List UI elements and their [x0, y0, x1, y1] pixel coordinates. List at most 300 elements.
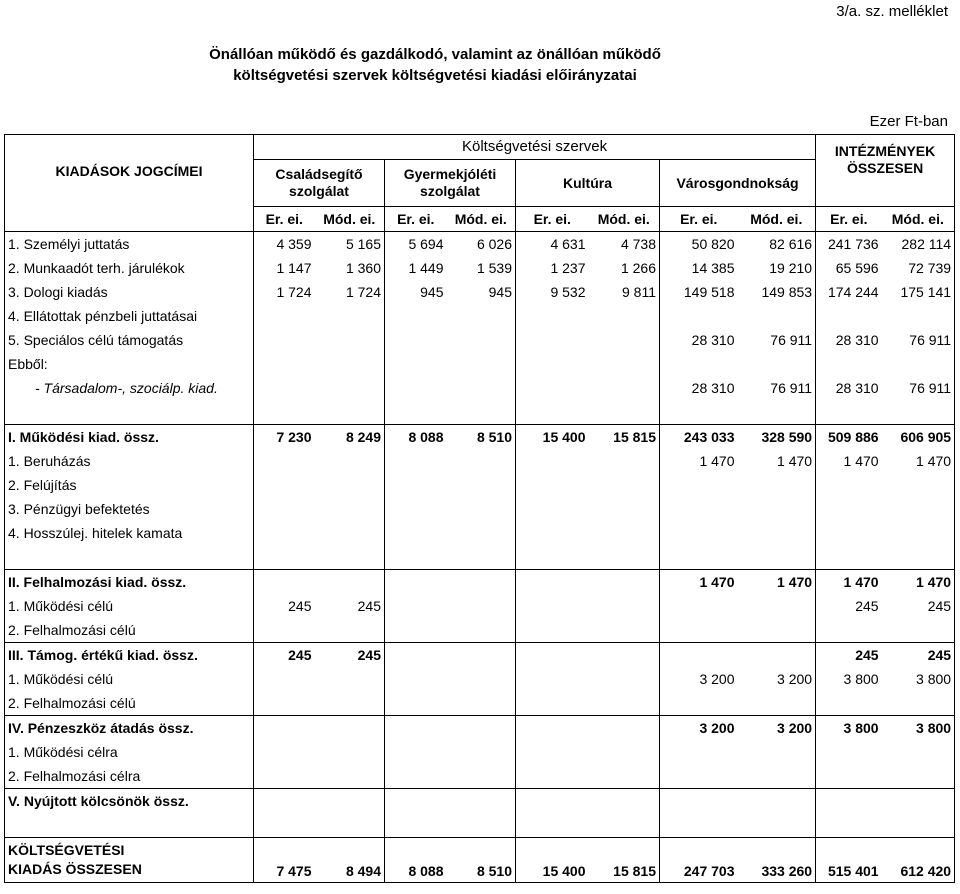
value-cell: 15 815 — [589, 425, 660, 450]
row-label: 1. Beruházás — [5, 449, 254, 473]
value-cell — [660, 789, 738, 814]
row-label: IV. Pénzeszköz átadás össz. — [5, 716, 254, 741]
value-cell — [254, 545, 315, 570]
value-cell — [385, 691, 447, 716]
value-cell — [589, 764, 660, 789]
total-cell: 515 401 — [816, 838, 882, 883]
row-label: 3. Pénzügyi befektetés — [5, 497, 254, 521]
value-cell: 28 310 — [835, 332, 879, 348]
value-cell — [660, 400, 738, 425]
value-cell — [816, 521, 882, 545]
table-row — [5, 400, 955, 425]
value-cell — [254, 449, 315, 473]
row-label — [5, 400, 254, 425]
expenditure-table — [4, 134, 955, 883]
value-cell — [660, 473, 738, 497]
value-cell: 1 470 — [738, 449, 816, 473]
table-row — [5, 425, 955, 450]
value-cell: 6 026 — [447, 232, 516, 257]
value-cell — [816, 740, 882, 764]
value-cell: 1 470 — [882, 449, 955, 473]
value-cell — [447, 473, 516, 497]
value-cell — [738, 473, 816, 497]
value-cell — [589, 789, 660, 814]
row-label: - Társadalom-, szociálp. kiad. — [5, 376, 254, 400]
value-cell — [589, 376, 660, 400]
value-cell: 4 738 — [589, 232, 660, 257]
total-label — [5, 838, 254, 883]
value-cell: 1 449 — [408, 260, 444, 276]
header-group: Költségvetési szervek — [254, 135, 816, 160]
table-row — [5, 449, 955, 473]
table-row — [5, 352, 955, 376]
value-cell — [447, 570, 516, 595]
value-cell — [516, 667, 589, 691]
value-cell — [738, 400, 816, 425]
value-cell: 8 088 — [385, 425, 447, 450]
value-cell — [447, 400, 516, 425]
row-label — [5, 545, 254, 570]
value-cell: 8 249 — [315, 425, 385, 450]
value-cell: 3 800 — [843, 671, 879, 687]
value-cell: 3 800 — [882, 716, 955, 741]
title-line-1: Önállóan működő és gazdálkodó, valamint az önállóan működő — [209, 46, 661, 63]
value-cell — [315, 691, 385, 716]
row-label: 3. Dologi kiadás — [5, 280, 254, 304]
row-label: 5. Speciálos célú támogatás — [5, 328, 254, 352]
value-cell — [816, 764, 882, 789]
total-cell: 15 815 — [589, 838, 660, 883]
table-row — [5, 667, 955, 691]
value-cell — [516, 352, 589, 376]
value-cell — [447, 497, 516, 521]
header-col-kultura: Kultúra — [516, 160, 660, 207]
total-cell: 8 494 — [315, 838, 385, 883]
value-cell — [738, 764, 816, 789]
value-cell — [516, 449, 589, 473]
value-cell: 282 114 — [882, 232, 955, 257]
value-cell — [254, 497, 315, 521]
value-cell — [385, 545, 447, 570]
value-cell: 945 — [420, 284, 444, 300]
row-label: 4. Ellátottak pénzbeli juttatásai — [5, 304, 254, 328]
value-cell — [660, 740, 738, 764]
value-cell — [385, 473, 447, 497]
value-cell — [589, 667, 660, 691]
value-cell — [385, 400, 447, 425]
value-cell — [589, 304, 660, 328]
value-cell — [254, 813, 315, 838]
value-cell: 1 470 — [843, 453, 879, 469]
value-cell — [882, 691, 955, 716]
value-cell — [254, 764, 315, 789]
value-cell — [738, 691, 816, 716]
value-cell — [882, 618, 955, 643]
value-cell: 149 853 — [738, 280, 816, 304]
table-row — [5, 497, 955, 521]
value-cell — [589, 449, 660, 473]
row-label: 2. Felhalmozási célú — [5, 691, 254, 716]
value-cell — [447, 449, 516, 473]
value-cell: 245 — [315, 594, 385, 618]
value-cell: 76 911 — [882, 328, 955, 352]
value-cell — [589, 691, 660, 716]
value-cell — [660, 497, 738, 521]
value-cell — [589, 740, 660, 764]
value-cell — [254, 304, 315, 328]
value-cell: 8 510 — [447, 425, 516, 450]
subheader-er-ei: Er. ei. — [660, 207, 738, 232]
value-cell — [882, 521, 955, 545]
value-cell — [385, 740, 447, 764]
value-cell — [589, 473, 660, 497]
value-cell — [315, 376, 385, 400]
table-row — [5, 618, 955, 643]
value-cell — [660, 521, 738, 545]
value-cell — [315, 521, 385, 545]
value-cell — [882, 764, 955, 789]
value-cell — [315, 716, 385, 741]
header-col-csaladsegito: Családsegítő szolgálat — [254, 160, 385, 207]
value-cell — [516, 813, 589, 838]
value-cell: 1 470 — [738, 570, 816, 595]
value-cell — [516, 376, 589, 400]
value-cell — [447, 813, 516, 838]
value-cell — [660, 545, 738, 570]
row-label: 1. Működési célú — [5, 594, 254, 618]
value-cell: 82 616 — [738, 232, 816, 257]
row-label: Ebből: — [5, 352, 254, 376]
value-cell — [516, 545, 589, 570]
value-cell: 245 — [315, 643, 385, 668]
value-cell — [882, 789, 955, 814]
value-cell: 3 200 — [699, 671, 735, 687]
subheader-mod-ei: Mód. ei. — [315, 207, 385, 232]
subheader-er-ei: Er. ei. — [254, 207, 315, 232]
value-cell — [254, 352, 315, 376]
value-cell: 7 230 — [254, 425, 315, 450]
value-cell — [385, 789, 447, 814]
subheader-mod-ei: Mód. ei. — [882, 207, 955, 232]
value-cell — [516, 594, 589, 618]
value-cell — [516, 618, 589, 643]
header-col-varosgondnoksag: Városgondnokság — [660, 160, 816, 207]
value-cell — [816, 304, 882, 328]
value-cell — [315, 813, 385, 838]
row-label: 2. Felhalmozási célra — [5, 764, 254, 789]
value-cell — [660, 618, 738, 643]
value-cell: 1 539 — [447, 256, 516, 280]
value-cell: 243 033 — [660, 425, 738, 450]
value-cell: 3 800 — [816, 716, 882, 741]
value-cell — [589, 594, 660, 618]
annex-label: 3/a. sz. melléklet — [836, 3, 948, 20]
subheader-mod-ei: Mód. ei. — [589, 207, 660, 232]
value-cell — [589, 400, 660, 425]
value-cell — [516, 304, 589, 328]
table-row — [5, 740, 955, 764]
value-cell: 28 310 — [835, 380, 879, 396]
value-cell: 245 — [288, 598, 312, 614]
table-row — [5, 570, 955, 595]
value-cell — [738, 304, 816, 328]
table-row — [5, 716, 955, 741]
value-cell — [589, 352, 660, 376]
row-label: V. Nyújtott kölcsönök össz. — [5, 789, 254, 814]
value-cell — [516, 328, 589, 352]
value-cell — [254, 473, 315, 497]
row-label: 2. Felhalmozási célú — [5, 618, 254, 643]
value-cell — [254, 376, 315, 400]
value-cell — [816, 400, 882, 425]
value-cell — [315, 328, 385, 352]
value-cell — [660, 352, 738, 376]
value-cell — [315, 497, 385, 521]
value-cell — [254, 740, 315, 764]
value-cell — [447, 740, 516, 764]
value-cell — [447, 643, 516, 668]
value-cell: 5 694 — [408, 236, 444, 252]
table-row — [5, 521, 955, 545]
table-row — [5, 764, 955, 789]
value-cell — [315, 764, 385, 789]
value-cell — [385, 352, 447, 376]
value-cell: 3 200 — [738, 716, 816, 741]
value-cell — [738, 521, 816, 545]
value-cell — [816, 497, 882, 521]
value-cell — [816, 691, 882, 716]
value-cell — [254, 618, 315, 643]
value-cell — [738, 643, 816, 668]
table-row — [5, 691, 955, 716]
row-label: 1. Működési célú — [5, 667, 254, 691]
value-cell: 245 — [816, 643, 882, 668]
row-label: I. Működési kiad. össz. — [5, 425, 254, 450]
value-cell — [882, 740, 955, 764]
value-cell: 9 532 — [550, 284, 586, 300]
value-cell — [447, 789, 516, 814]
value-cell — [516, 691, 589, 716]
value-cell — [516, 643, 589, 668]
value-cell — [315, 304, 385, 328]
value-cell — [738, 545, 816, 570]
value-cell — [589, 618, 660, 643]
subheader-er-ei: Er. ei. — [516, 207, 589, 232]
value-cell — [254, 716, 315, 741]
value-cell — [738, 352, 816, 376]
value-cell — [589, 643, 660, 668]
value-cell — [882, 400, 955, 425]
value-cell — [254, 328, 315, 352]
value-cell — [315, 570, 385, 595]
value-cell — [254, 691, 315, 716]
value-cell — [882, 304, 955, 328]
value-cell — [660, 691, 738, 716]
value-cell — [315, 352, 385, 376]
value-cell: 245 — [254, 643, 315, 668]
value-cell — [447, 545, 516, 570]
value-cell — [882, 473, 955, 497]
value-cell — [315, 400, 385, 425]
table-row — [5, 232, 955, 257]
value-cell — [516, 789, 589, 814]
value-cell — [816, 473, 882, 497]
value-cell — [254, 570, 315, 595]
total-cell: 7 475 — [254, 838, 315, 883]
value-cell — [315, 789, 385, 814]
value-cell — [589, 545, 660, 570]
value-cell — [447, 304, 516, 328]
value-cell — [254, 521, 315, 545]
value-cell — [738, 594, 816, 618]
value-cell — [738, 813, 816, 838]
row-label: 2. Munkaadót terh. járulékok — [5, 256, 254, 280]
total-label-line-2: KIADÁS ÖSSZESEN — [8, 861, 142, 877]
value-cell — [385, 813, 447, 838]
subheader-mod-ei: Mód. ei. — [447, 207, 516, 232]
table-footer — [5, 838, 955, 883]
value-cell: 72 739 — [882, 256, 955, 280]
value-cell — [589, 813, 660, 838]
value-cell — [385, 497, 447, 521]
value-cell — [660, 304, 738, 328]
value-cell: 3 200 — [738, 667, 816, 691]
value-cell: 76 911 — [882, 376, 955, 400]
row-label: 4. Hosszúlej. hitelek kamata — [5, 521, 254, 545]
value-cell — [385, 376, 447, 400]
value-cell — [816, 618, 882, 643]
value-cell — [315, 545, 385, 570]
header-col-total: INTÉZMÉNYEK ÖSSZESEN — [816, 135, 955, 207]
row-label: 2. Felújítás — [5, 473, 254, 497]
value-cell — [385, 618, 447, 643]
value-cell — [385, 570, 447, 595]
total-cell: 15 400 — [516, 838, 589, 883]
value-cell — [447, 691, 516, 716]
value-cell — [447, 716, 516, 741]
value-cell — [385, 764, 447, 789]
value-cell — [660, 594, 738, 618]
header-subcolumns — [5, 207, 955, 232]
total-row — [5, 838, 955, 883]
value-cell — [882, 545, 955, 570]
total-label-line-1: KÖLTSÉGVETÉSI — [8, 842, 125, 858]
value-cell: 175 141 — [882, 280, 955, 304]
value-cell: 1 724 — [276, 284, 312, 300]
value-cell: 245 — [882, 643, 955, 668]
value-cell: 15 400 — [516, 425, 589, 450]
value-cell — [516, 497, 589, 521]
value-cell — [589, 521, 660, 545]
value-cell — [882, 497, 955, 521]
value-cell: 14 385 — [691, 260, 735, 276]
value-cell: 1 724 — [315, 280, 385, 304]
header-col-gyermekjoleti: Gyermekjóléti szolgálat — [385, 160, 516, 207]
total-cell: 333 260 — [738, 838, 816, 883]
value-cell: 1 470 — [660, 570, 738, 595]
value-cell: 76 911 — [738, 376, 816, 400]
value-cell: 1 266 — [589, 256, 660, 280]
value-cell: 4 631 — [550, 236, 586, 252]
value-cell — [447, 764, 516, 789]
table-row — [5, 789, 955, 814]
value-cell — [516, 521, 589, 545]
value-cell — [385, 328, 447, 352]
value-cell — [315, 667, 385, 691]
value-cell: 245 — [882, 594, 955, 618]
value-cell — [882, 813, 955, 838]
value-cell — [447, 521, 516, 545]
value-cell: 5 165 — [315, 232, 385, 257]
value-cell — [816, 545, 882, 570]
value-cell: 19 210 — [738, 256, 816, 280]
value-cell — [315, 449, 385, 473]
value-cell: 1 470 — [816, 570, 882, 595]
value-cell — [385, 643, 447, 668]
unit-label: Ezer Ft-ban — [869, 113, 948, 130]
value-cell: 1 237 — [550, 260, 586, 276]
value-cell — [385, 667, 447, 691]
value-cell — [516, 400, 589, 425]
value-cell: 149 518 — [683, 284, 735, 300]
subheader-er-ei: Er. ei. — [816, 207, 882, 232]
value-cell: 509 886 — [816, 425, 882, 450]
value-cell: 245 — [855, 598, 879, 614]
value-cell — [516, 764, 589, 789]
value-cell — [254, 789, 315, 814]
document-title — [0, 44, 870, 86]
value-cell — [589, 716, 660, 741]
value-cell — [385, 594, 447, 618]
row-label — [5, 813, 254, 838]
table-row — [5, 594, 955, 618]
total-cell: 612 420 — [882, 838, 955, 883]
value-cell — [447, 618, 516, 643]
value-cell: 50 820 — [691, 236, 735, 252]
value-cell: 3 800 — [882, 667, 955, 691]
value-cell: 174 244 — [827, 284, 879, 300]
value-cell — [738, 497, 816, 521]
value-cell — [882, 352, 955, 376]
value-cell — [660, 813, 738, 838]
value-cell — [315, 618, 385, 643]
value-cell — [254, 400, 315, 425]
value-cell — [447, 352, 516, 376]
value-cell: 28 310 — [691, 332, 735, 348]
value-cell: 1 470 — [699, 453, 735, 469]
value-cell — [315, 473, 385, 497]
table-row — [5, 813, 955, 838]
value-cell — [816, 789, 882, 814]
table-row — [5, 473, 955, 497]
table-row — [5, 376, 955, 400]
row-label: 1. Személyi juttatás — [5, 232, 254, 257]
value-cell — [385, 716, 447, 741]
value-cell: 1 360 — [315, 256, 385, 280]
value-cell — [738, 789, 816, 814]
table-row — [5, 643, 955, 668]
value-cell: 28 310 — [691, 380, 735, 396]
value-cell — [447, 376, 516, 400]
value-cell: 76 911 — [738, 328, 816, 352]
table-header — [5, 135, 955, 232]
table-row — [5, 545, 955, 570]
value-cell — [516, 716, 589, 741]
value-cell — [385, 449, 447, 473]
title-line-2: költségvetési szervek költségvetési kiadási előirányzatai — [233, 67, 637, 84]
value-cell — [816, 352, 882, 376]
subheader-er-ei: Er. ei. — [385, 207, 447, 232]
